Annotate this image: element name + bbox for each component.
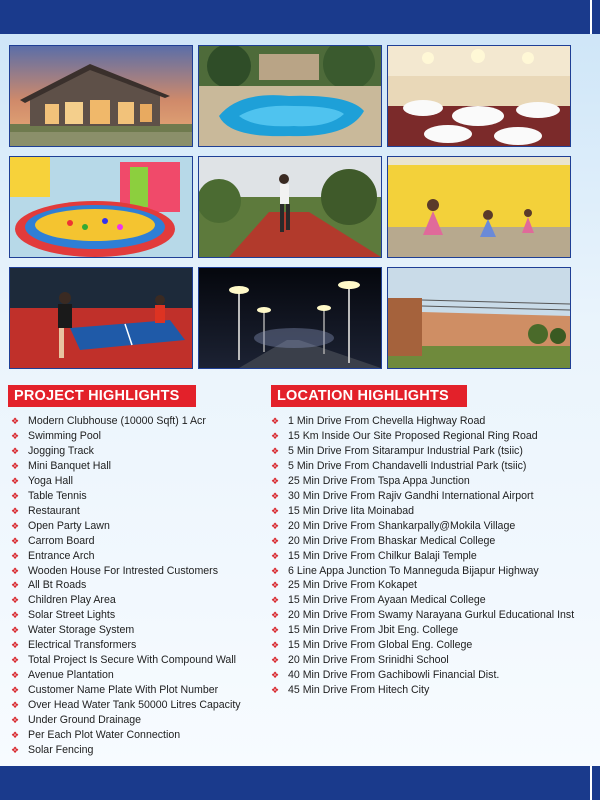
- diamond-bullet-icon: ❖: [11, 416, 20, 426]
- list-item-text: 20 Min Drive From Swamy Narayana Gurkul Educational Inst: [288, 609, 575, 622]
- list-item: [10, 593, 241, 608]
- diamond-bullet-icon: ❖: [11, 744, 20, 755]
- diamond-bullet-icon: ❖: [11, 445, 20, 456]
- list-item: [270, 608, 574, 623]
- list-item: [10, 534, 241, 549]
- list-item-text: 40 Min Drive From Gachibowli Financial Dist.: [288, 669, 500, 682]
- list-item-text: 20 Min Drive From Shankarpally@Mokila Village: [288, 519, 516, 532]
- children-play-area-photo: [9, 156, 193, 258]
- list-item-text: 5 Min Drive From Chandavelli Industrial Park (tsiic): [288, 459, 527, 472]
- diamond-bullet-icon: ❖: [271, 625, 280, 636]
- diamond-bullet-icon: ❖: [11, 715, 20, 726]
- jogging-track-photo: [198, 156, 382, 258]
- list-item-text: Wooden House For Intrested Customers: [28, 564, 218, 577]
- diamond-bullet-icon: ❖: [11, 520, 20, 531]
- location-highlights-list: [270, 414, 574, 698]
- yoga-hall-photo: [387, 156, 571, 258]
- diamond-bullet-icon: ❖: [271, 655, 280, 666]
- list-item-text: 15 Km Inside Our Site Proposed Regional Ring Road: [288, 429, 538, 442]
- diamond-bullet-icon: ❖: [271, 430, 280, 441]
- list-item-text: Per Each Plot Water Connection: [28, 729, 181, 742]
- table-tennis-photo: [9, 267, 193, 369]
- list-item-text: Water Storage System: [28, 624, 135, 637]
- list-item-text: Jogging Track: [28, 444, 94, 457]
- diamond-bullet-icon: ❖: [271, 580, 280, 591]
- list-item: [10, 623, 241, 638]
- list-item-text: Customer Name Plate With Plot Number: [28, 684, 219, 697]
- banner-edge-mark: [590, 766, 592, 800]
- list-item-text: 1 Min Drive From Chevella Highway Road: [288, 415, 486, 427]
- list-item-text: 15 Min Drive Iita Moinabad: [288, 504, 415, 517]
- list-item-text: 15 Min Drive From Chilkur Balaji Temple: [288, 549, 477, 562]
- list-item: [10, 653, 241, 668]
- list-item-text: 20 Min Drive From Bhaskar Medical College: [288, 534, 496, 547]
- diamond-bullet-icon: ❖: [11, 475, 20, 486]
- list-item: [270, 444, 574, 459]
- list-item: [10, 608, 241, 623]
- diamond-bullet-icon: ❖: [271, 535, 280, 546]
- list-item: [270, 653, 574, 668]
- list-item-text: Entrance Arch: [28, 549, 95, 562]
- list-item: [10, 459, 241, 474]
- diamond-bullet-icon: ❖: [271, 460, 280, 471]
- list-item-text: 15 Min Drive From Ayaan Medical College: [288, 594, 486, 607]
- list-item-text: Swimming Pool: [28, 429, 102, 442]
- list-item: [10, 578, 241, 593]
- diamond-bullet-icon: ❖: [11, 430, 20, 441]
- list-item-text: 45 Min Drive From Hitech City: [288, 684, 430, 697]
- diamond-bullet-icon: ❖: [271, 416, 280, 426]
- list-item: [10, 489, 241, 504]
- diamond-bullet-icon: ❖: [11, 730, 20, 741]
- list-item-text: 30 Min Drive From Rajiv Gandhi International Airport: [288, 489, 534, 502]
- diamond-bullet-icon: ❖: [271, 565, 280, 576]
- project-highlights-heading: PROJECT HIGHLIGHTS: [8, 385, 196, 407]
- list-item: [10, 444, 241, 459]
- list-item: [10, 564, 241, 579]
- list-item-text: Table Tennis: [28, 489, 87, 502]
- diamond-bullet-icon: ❖: [11, 610, 20, 621]
- list-item: [270, 683, 574, 698]
- diamond-bullet-icon: ❖: [271, 520, 280, 531]
- list-item-text: Avenue Plantation: [28, 669, 114, 682]
- diamond-bullet-icon: ❖: [11, 505, 20, 516]
- list-item: [270, 489, 574, 504]
- diamond-bullet-icon: ❖: [11, 640, 20, 651]
- list-item: [10, 549, 241, 564]
- list-item: [270, 593, 574, 608]
- list-item: [10, 429, 241, 444]
- diamond-bullet-icon: ❖: [271, 670, 280, 681]
- banquet-hall-photo: [387, 45, 571, 147]
- list-item: [10, 504, 241, 519]
- list-item-text: Solar Street Lights: [28, 609, 116, 622]
- diamond-bullet-icon: ❖: [271, 685, 280, 696]
- list-item-text: Mini Banquet Hall: [28, 459, 112, 472]
- list-item: [270, 638, 574, 653]
- bottom-banner: [0, 766, 600, 800]
- list-item: [270, 474, 574, 489]
- list-item-text: 5 Min Drive From Sitarampur Industrial Park (tsiic): [288, 444, 523, 457]
- diamond-bullet-icon: ❖: [11, 685, 20, 696]
- list-item-text: Carrom Board: [28, 534, 95, 547]
- list-item: [270, 504, 574, 519]
- list-item-text: Total Project Is Secure With Compound Wall: [28, 654, 237, 667]
- list-item: [10, 519, 241, 534]
- diamond-bullet-icon: ❖: [11, 670, 20, 681]
- diamond-bullet-icon: ❖: [11, 490, 20, 501]
- diamond-bullet-icon: ❖: [11, 460, 20, 471]
- list-item-text: 6 Line Appa Junction To Manneguda Bijapur Highway: [288, 564, 539, 577]
- list-item-text: 15 Min Drive From Jbit Eng. College: [288, 624, 459, 637]
- list-item-text: Under Ground Drainage: [28, 714, 142, 727]
- diamond-bullet-icon: ❖: [11, 655, 20, 666]
- list-item: [10, 728, 241, 743]
- list-item: [10, 713, 241, 728]
- list-item-text: Over Head Water Tank 50000 Litres Capacity: [28, 699, 241, 712]
- list-item-text: 15 Min Drive From Global Eng. College: [288, 639, 473, 652]
- list-item: [10, 743, 241, 758]
- list-item: [270, 429, 574, 444]
- list-item: [270, 549, 574, 564]
- list-item: [10, 638, 241, 653]
- diamond-bullet-icon: ❖: [11, 700, 20, 711]
- diamond-bullet-icon: ❖: [271, 610, 280, 621]
- list-item: [270, 668, 574, 683]
- list-item-text: Solar Fencing: [28, 743, 94, 756]
- list-item: [10, 414, 241, 429]
- diamond-bullet-icon: ❖: [271, 445, 280, 456]
- list-item-text: Children Play Area: [28, 594, 116, 607]
- list-item: [270, 414, 574, 429]
- banner-edge-mark: [590, 0, 592, 34]
- diamond-bullet-icon: ❖: [11, 625, 20, 636]
- solar-street-lights-photo: [198, 267, 382, 369]
- swimming-pool-photo: [198, 45, 382, 147]
- diamond-bullet-icon: ❖: [271, 640, 280, 651]
- list-item: [270, 534, 574, 549]
- diamond-bullet-icon: ❖: [11, 535, 20, 546]
- diamond-bullet-icon: ❖: [271, 475, 280, 486]
- diamond-bullet-icon: ❖: [271, 595, 280, 606]
- diamond-bullet-icon: ❖: [11, 550, 20, 561]
- list-item: [10, 474, 241, 489]
- diamond-bullet-icon: ❖: [271, 490, 280, 501]
- list-item-text: All Bt Roads: [28, 579, 87, 592]
- list-item: [10, 683, 241, 698]
- list-item-text: Restaurant: [28, 504, 80, 517]
- list-item-text: 25 Min Drive From Kokapet: [288, 579, 417, 592]
- location-highlights-heading: LOCATION HIGHLIGHTS: [271, 385, 467, 407]
- list-item-text: 25 Min Drive From Tspa Appa Junction: [288, 474, 470, 487]
- list-item: [10, 698, 241, 713]
- list-item: [10, 668, 241, 683]
- list-item-text: Open Party Lawn: [28, 519, 110, 532]
- list-item-text: 20 Min Drive From Srinidhi School: [288, 654, 449, 667]
- top-banner: [0, 0, 600, 34]
- list-item: [270, 519, 574, 534]
- list-item: [270, 578, 574, 593]
- diamond-bullet-icon: ❖: [11, 580, 20, 591]
- diamond-bullet-icon: ❖: [11, 565, 20, 576]
- project-highlights-list: [10, 414, 241, 758]
- list-item-text: Modern Clubhouse (10000 Sqft) 1 Acr: [28, 415, 206, 427]
- compound-wall-photo: [387, 267, 571, 369]
- list-item-text: Electrical Transformers: [28, 639, 137, 652]
- diamond-bullet-icon: ❖: [11, 595, 20, 606]
- diamond-bullet-icon: ❖: [271, 505, 280, 516]
- clubhouse-photo: [9, 45, 193, 147]
- list-item: [270, 459, 574, 474]
- list-item-text: Yoga Hall: [28, 474, 73, 487]
- diamond-bullet-icon: ❖: [271, 550, 280, 561]
- list-item: [270, 623, 574, 638]
- list-item: [270, 564, 574, 579]
